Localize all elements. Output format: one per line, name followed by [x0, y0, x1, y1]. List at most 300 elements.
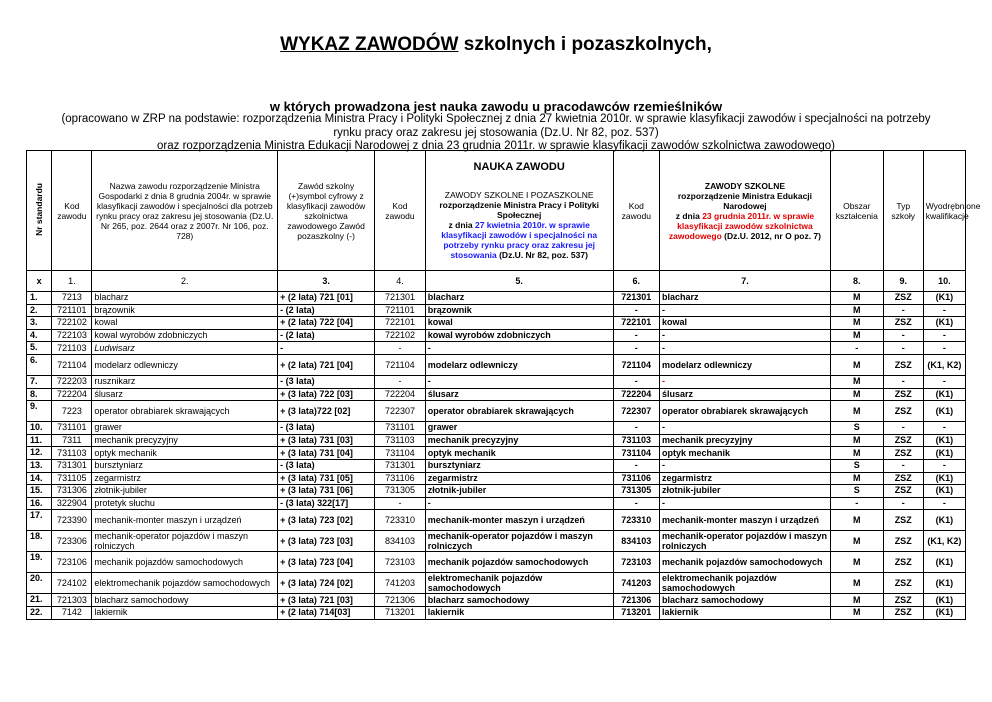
- cell-kod-zawodu-2: -: [375, 497, 426, 510]
- header-kod-zawodu-3: Kod zawodu: [613, 151, 659, 271]
- cell-kod-zawodu-3: -: [613, 304, 659, 317]
- cell-zawod-szp: blacharz samochodowy: [425, 594, 613, 607]
- cell-kod-zawodu-3: 722204: [613, 388, 659, 401]
- cell-zawod-szp: -: [425, 342, 613, 355]
- table-body: [27, 292, 966, 620]
- cell-nr: 12.: [27, 447, 52, 460]
- table-row: [27, 434, 966, 447]
- cell-kwalifikacje: -: [923, 304, 965, 317]
- cell-kwalifikacje: (K1): [923, 485, 965, 498]
- table-row: [27, 531, 966, 552]
- desc-line: rynku pracy oraz zakresu jej stosowania (Dz.U. Nr 82, poz. 537): [333, 126, 659, 139]
- cell-nr: 4.: [27, 329, 52, 342]
- table-row: [27, 510, 966, 531]
- cell-zawod-szkolny: + (3 lata)722 [02]: [278, 401, 375, 422]
- header-szp-c2: 27 kwietnia 2010r. w sprawie klasyfikacji zawodów i specjalności na potrzeby rynku pracy oraz zakresu jej stosowania: [441, 219, 598, 260]
- cell-kwalifikacje: -: [923, 375, 965, 388]
- cell-kod-zawodu: 731306: [52, 485, 92, 498]
- cell-typ-szkoly: ZSZ: [883, 594, 923, 607]
- cell-zawod-szkolny-men: -: [660, 459, 831, 472]
- cell-kwalifikacje: (K1): [923, 388, 965, 401]
- cell-zawod-szp: grawer: [425, 422, 613, 435]
- cell-zawod-szkolny: - (2 lata): [278, 329, 375, 342]
- header-typ-szkoly: Typ szkoły: [883, 151, 923, 271]
- col-num: 6.: [613, 271, 659, 292]
- cell-obszar: M: [830, 531, 883, 552]
- table-row: [27, 485, 966, 498]
- cell-kod-zawodu-2: 723310: [375, 510, 426, 531]
- cell-nazwa-zawodu: kowal: [92, 317, 278, 330]
- cell-obszar: M: [830, 434, 883, 447]
- cell-typ-szkoly: ZSZ: [883, 552, 923, 573]
- cell-kod-zawodu-3: 713201: [613, 606, 659, 619]
- table-row: [27, 317, 966, 330]
- cell-nr: 21.: [27, 594, 52, 607]
- header-obszar: Obszar kształcenia: [830, 151, 883, 271]
- cell-nazwa-zawodu: blacharz: [92, 292, 278, 305]
- desc-line: (opracowano w ZRP na podstawie: rozporządzenia Ministra Pracy i Polityki Społecznej z dnia 27 kwietnia 2010r. w sprawie klasyfikacji zawodów i specjalności na potrzeby: [61, 113, 931, 125]
- cell-nr: 5.: [27, 342, 52, 355]
- cell-kwalifikacje: -: [923, 329, 965, 342]
- cell-kod-zawodu-2: -: [375, 342, 426, 355]
- cell-nazwa-zawodu: zegarmistrz: [92, 472, 278, 485]
- cell-zawod-szkolny: - (3 lata): [278, 422, 375, 435]
- cell-kod-zawodu-2: 721306: [375, 594, 426, 607]
- cell-zawod-szp: mechanik pojazdów samochodowych: [425, 552, 613, 573]
- cell-nr: 16.: [27, 497, 52, 510]
- cell-nazwa-zawodu: optyk mechanik: [92, 447, 278, 460]
- cell-nazwa-zawodu: Ludwisarz: [92, 342, 278, 355]
- cell-kod-zawodu-2: 731106: [375, 472, 426, 485]
- column-number-row: [27, 271, 966, 292]
- cell-nazwa-zawodu: mechanik-monter maszyn i urządzeń: [92, 510, 278, 531]
- cell-kod-zawodu: 721101: [52, 304, 92, 317]
- col-num: 1.: [52, 271, 92, 292]
- header-zs-c3: (Dz.U. 2012, nr O poz. 7): [721, 230, 821, 241]
- table-row: [27, 573, 966, 594]
- cell-kod-zawodu: 722102: [52, 317, 92, 330]
- cell-nazwa-zawodu: protetyk słuchu: [92, 497, 278, 510]
- cell-kod-zawodu-3: -: [613, 497, 659, 510]
- col-num: 2.: [92, 271, 278, 292]
- cell-obszar: M: [830, 573, 883, 594]
- document-subtitle: w których prowadzona jest nauka zawodu u pracodawców rzemieślników: [269, 99, 723, 114]
- col-num: 8.: [830, 271, 883, 292]
- cell-kwalifikacje: (K1): [923, 317, 965, 330]
- cell-typ-szkoly: -: [883, 459, 923, 472]
- cell-zawod-szp: optyk mechanik: [425, 447, 613, 460]
- cell-typ-szkoly: ZSZ: [883, 388, 923, 401]
- cell-kwalifikacje: (K1): [923, 447, 965, 460]
- cell-zawod-szp: mechanik-operator pojazdów i maszyn rolniczych: [425, 531, 613, 552]
- cell-zawod-szkolny: + (3 lata) 731 [04]: [278, 447, 375, 460]
- table-row: [27, 292, 966, 305]
- cell-typ-szkoly: ZSZ: [883, 485, 923, 498]
- table-row: [27, 354, 966, 375]
- cell-nr: 7.: [27, 375, 52, 388]
- cell-zawod-szp: -: [425, 497, 613, 510]
- cell-kod-zawodu-3: 731106: [613, 472, 659, 485]
- cell-zawod-szp: bursztyniarz: [425, 459, 613, 472]
- col-num: x: [27, 271, 52, 292]
- cell-nazwa-zawodu: brązownik: [92, 304, 278, 317]
- cell-zawod-szkolny: + (3 lata) 731 [03]: [278, 434, 375, 447]
- cell-nazwa-zawodu: mechanik precyzyjny: [92, 434, 278, 447]
- cell-nazwa-zawodu: rusznikarz: [92, 375, 278, 388]
- cell-nr: 1.: [27, 292, 52, 305]
- cell-nazwa-zawodu: modelarz odlewniczy: [92, 354, 278, 375]
- header-zs-a: ZAWODY SZKOLNE: [704, 180, 786, 191]
- title-rest: szkolnych i pozaszkolnych,: [458, 34, 712, 55]
- cell-kwalifikacje: -: [923, 497, 965, 510]
- cell-zawod-szkolny: + (3 lata) 731 [05]: [278, 472, 375, 485]
- cell-kod-zawodu-2: 721101: [375, 304, 426, 317]
- header-szp-a: ZAWODY SZKOLNE I POZASZKOLNE: [444, 189, 594, 200]
- cell-nr: 11.: [27, 434, 52, 447]
- cell-zawod-szkolny-men: -: [660, 329, 831, 342]
- cell-kod-zawodu-3: -: [613, 422, 659, 435]
- cell-zawod-szkolny: + (2 lata) 721 [01]: [278, 292, 375, 305]
- cell-zawod-szp: ślusarz: [425, 388, 613, 401]
- cell-kod-zawodu-3: 723310: [613, 510, 659, 531]
- cell-typ-szkoly: ZSZ: [883, 472, 923, 485]
- header-zs-c1: z dnia: [675, 210, 703, 221]
- cell-kod-zawodu-2: 731305: [375, 485, 426, 498]
- cell-typ-szkoly: -: [883, 329, 923, 342]
- col-num: 7.: [660, 271, 831, 292]
- cell-kod-zawodu-2: 834103: [375, 531, 426, 552]
- cell-kwalifikacje: (K1, K2): [923, 354, 965, 375]
- header-wyodrebnione: Wyodrębnione kwalifikacje: [923, 151, 965, 271]
- cell-zawod-szkolny: + (3 lata) 722 [03]: [278, 388, 375, 401]
- desc-line: oraz rozporządzenia Ministra Edukacji Narodowej z dnia 23 grudnia 2011r. w sprawie klasyfikacji zawodów szkolnictwa zawodowego): [157, 140, 835, 152]
- cell-zawod-szkolny-men: ślusarz: [660, 388, 831, 401]
- cell-zawod-szp: elektromechanik pojazdów samochodowych: [425, 573, 613, 594]
- header-szp-c1: z dnia: [448, 219, 475, 230]
- cell-nazwa-zawodu: bursztyniarz: [92, 459, 278, 472]
- cell-kwalifikacje: (K1): [923, 594, 965, 607]
- cell-kod-zawodu: 723106: [52, 552, 92, 573]
- cell-kod-zawodu-3: -: [613, 459, 659, 472]
- cell-zawod-szkolny-men: mechanik pojazdów samochodowych: [660, 552, 831, 573]
- col-num: 10.: [923, 271, 965, 292]
- table-row: [27, 388, 966, 401]
- cell-nazwa-zawodu: ślusarz: [92, 388, 278, 401]
- cell-kod-zawodu: 7311: [52, 434, 92, 447]
- cell-kwalifikacje: -: [923, 459, 965, 472]
- cell-typ-szkoly: -: [883, 497, 923, 510]
- cell-typ-szkoly: ZSZ: [883, 434, 923, 447]
- cell-zawod-szkolny: + (2 lata) 721 [04]: [278, 354, 375, 375]
- table-row: [27, 497, 966, 510]
- cell-kod-zawodu: 724102: [52, 573, 92, 594]
- cell-zawod-szkolny-men: -: [660, 497, 831, 510]
- table-row: [27, 401, 966, 422]
- cell-zawod-szp: zegarmistrz: [425, 472, 613, 485]
- header-kod-zawodu-2: Kod zawodu: [375, 151, 426, 271]
- cell-kod-zawodu-2: 741203: [375, 573, 426, 594]
- cell-kwalifikacje: (K1): [923, 510, 965, 531]
- cell-nazwa-zawodu: grawer: [92, 422, 278, 435]
- cell-obszar: -: [830, 342, 883, 355]
- cell-kod-zawodu-2: 731103: [375, 434, 426, 447]
- cell-kod-zawodu-3: 722101: [613, 317, 659, 330]
- cell-zawod-szkolny: - (2 lata): [278, 304, 375, 317]
- cell-kod-zawodu: 731103: [52, 447, 92, 460]
- header-kod-zawodu: Kod zawodu: [52, 151, 92, 271]
- header-zawod-szkolny: Zawód szkolny (+)symbol cyfrowy z klasyfikacji zawodów szkolnictwa zawodowego Zawód pozaszkolny (-): [278, 151, 375, 271]
- cell-kod-zawodu: 721103: [52, 342, 92, 355]
- cell-kwalifikacje: -: [923, 422, 965, 435]
- cell-nr: 22.: [27, 606, 52, 619]
- header-zs-b: rozporządzenie Ministra Edukacji Narodowej: [677, 190, 813, 211]
- cell-zawod-szkolny-men: -: [660, 375, 831, 388]
- col-num: 4.: [375, 271, 426, 292]
- cell-nazwa-zawodu: złotnik-jubiler: [92, 485, 278, 498]
- cell-zawod-szkolny: - (3 lata) 322[17]: [278, 497, 375, 510]
- cell-zawod-szkolny-men: elektromechanik pojazdów samochodowych: [660, 573, 831, 594]
- cell-kod-zawodu-3: -: [613, 375, 659, 388]
- table-row: [27, 375, 966, 388]
- cell-zawod-szkolny: + (2 lata) 714[03]: [278, 606, 375, 619]
- cell-zawod-szp: kowal: [425, 317, 613, 330]
- table-row: [27, 472, 966, 485]
- cell-kod-zawodu: 731301: [52, 459, 92, 472]
- cell-zawod-szkolny-men: mechanik precyzyjny: [660, 434, 831, 447]
- cell-kod-zawodu-2: 722204: [375, 388, 426, 401]
- cell-zawod-szp: mechanik precyzyjny: [425, 434, 613, 447]
- table-row: [27, 447, 966, 460]
- header-zs-c2: 23 grudnia 2011r. w sprawie klasyfikacji zawodów szkolnictwa zawodowego: [668, 210, 815, 241]
- cell-zawod-szkolny-men: -: [660, 304, 831, 317]
- cell-obszar: M: [830, 329, 883, 342]
- cell-kwalifikacje: (K1, K2): [923, 531, 965, 552]
- cell-zawod-szkolny-men: blacharz samochodowy: [660, 594, 831, 607]
- cell-typ-szkoly: ZSZ: [883, 531, 923, 552]
- cell-kod-zawodu: 731101: [52, 422, 92, 435]
- cell-zawod-szkolny-men: blacharz: [660, 292, 831, 305]
- cell-nr: 6.: [27, 354, 52, 375]
- cell-nr: 20.: [27, 573, 52, 594]
- cell-obszar: S: [830, 422, 883, 435]
- cell-typ-szkoly: ZSZ: [883, 510, 923, 531]
- cell-nr: 19.: [27, 552, 52, 573]
- cell-nr: 3.: [27, 317, 52, 330]
- cell-kod-zawodu-2: 731301: [375, 459, 426, 472]
- cell-typ-szkoly: -: [883, 342, 923, 355]
- cell-kod-zawodu-3: 722307: [613, 401, 659, 422]
- cell-zawod-szp: blacharz: [425, 292, 613, 305]
- cell-typ-szkoly: ZSZ: [883, 573, 923, 594]
- table-row: [27, 329, 966, 342]
- cell-nr: 8.: [27, 388, 52, 401]
- cell-obszar: S: [830, 485, 883, 498]
- cell-zawod-szkolny-men: kowal: [660, 317, 831, 330]
- table-row: [27, 422, 966, 435]
- col-num: 5.: [425, 271, 613, 292]
- cell-typ-szkoly: ZSZ: [883, 354, 923, 375]
- cell-kod-zawodu-2: 731101: [375, 422, 426, 435]
- cell-typ-szkoly: -: [883, 304, 923, 317]
- cell-obszar: M: [830, 552, 883, 573]
- cell-kod-zawodu-2: 723103: [375, 552, 426, 573]
- header-zawody-szkolne: [660, 151, 831, 271]
- cell-obszar: -: [830, 497, 883, 510]
- cell-kod-zawodu-3: 721301: [613, 292, 659, 305]
- cell-zawod-szkolny-men: zegarmistrz: [660, 472, 831, 485]
- cell-typ-szkoly: ZSZ: [883, 447, 923, 460]
- cell-obszar: M: [830, 510, 883, 531]
- cell-nr: 9.: [27, 401, 52, 422]
- cell-zawod-szkolny-men: optyk mechanik: [660, 447, 831, 460]
- cell-obszar: M: [830, 606, 883, 619]
- cell-typ-szkoly: ZSZ: [883, 606, 923, 619]
- table-row: [27, 606, 966, 619]
- table-row: [27, 459, 966, 472]
- cell-zawod-szkolny: + (3 lata) 724 [02]: [278, 573, 375, 594]
- cell-zawod-szkolny-men: operator obrabiarek skrawających: [660, 401, 831, 422]
- cell-nazwa-zawodu: lakiernik: [92, 606, 278, 619]
- cell-nr: 15.: [27, 485, 52, 498]
- header-nazwa-zawodu: Nazwa zawodu rozporządzenie Ministra Gospodarki z dnia 8 grudnia 2004r. w sprawie klasyfikacji zawodów i specjalności dla potrzeb rynku pracy oraz zakresu jej stosowania (Dz.U. Nr 265, poz. 2644 oraz z 2007r. Nr 106, poz. 728): [92, 151, 278, 271]
- cell-nazwa-zawodu: mechanik pojazdów samochodowych: [92, 552, 278, 573]
- table-row: [27, 342, 966, 355]
- cell-obszar: M: [830, 375, 883, 388]
- cell-zawod-szkolny-men: mechanik-monter maszyn i urządzeń: [660, 510, 831, 531]
- cell-typ-szkoly: -: [883, 422, 923, 435]
- cell-kod-zawodu-3: -: [613, 329, 659, 342]
- cell-zawod-szp: mechanik-monter maszyn i urządzeń: [425, 510, 613, 531]
- cell-kod-zawodu: 721104: [52, 354, 92, 375]
- cell-kod-zawodu: 723306: [52, 531, 92, 552]
- cell-obszar: S: [830, 459, 883, 472]
- cell-kod-zawodu-2: 721301: [375, 292, 426, 305]
- cell-kod-zawodu: 722103: [52, 329, 92, 342]
- cell-kod-zawodu: 731105: [52, 472, 92, 485]
- cell-kod-zawodu-3: -: [613, 342, 659, 355]
- cell-zawod-szkolny: + (3 lata) 723 [02]: [278, 510, 375, 531]
- cell-obszar: M: [830, 401, 883, 422]
- cell-typ-szkoly: ZSZ: [883, 292, 923, 305]
- cell-kwalifikacje: (K1): [923, 401, 965, 422]
- cell-nr: 10.: [27, 422, 52, 435]
- cell-zawod-szp: brązownik: [425, 304, 613, 317]
- cell-obszar: M: [830, 354, 883, 375]
- cell-nazwa-zawodu: blacharz samochodowy: [92, 594, 278, 607]
- title-underlined: WYKAZ ZAWODÓW: [280, 34, 459, 55]
- cell-kod-zawodu-2: 731104: [375, 447, 426, 460]
- cell-zawod-szkolny: - (3 lata): [278, 375, 375, 388]
- cell-kod-zawodu-2: 713201: [375, 606, 426, 619]
- cell-zawod-szkolny: + (3 lata) 721 [03]: [278, 594, 375, 607]
- header-szp-c3: (Dz.U. Nr 82, poz. 537): [496, 249, 588, 260]
- cell-kod-zawodu: 722203: [52, 375, 92, 388]
- header-nr: Nr standardu: [27, 151, 52, 271]
- cell-kod-zawodu-3: 731305: [613, 485, 659, 498]
- cell-zawod-szp: kowal wyrobów zdobniczych: [425, 329, 613, 342]
- cell-kod-zawodu-2: 722307: [375, 401, 426, 422]
- cell-obszar: M: [830, 292, 883, 305]
- cell-kod-zawodu: 7142: [52, 606, 92, 619]
- cell-kod-zawodu-2: 721104: [375, 354, 426, 375]
- cell-zawod-szp: modelarz odlewniczy: [425, 354, 613, 375]
- cell-kod-zawodu: 721303: [52, 594, 92, 607]
- cell-obszar: M: [830, 594, 883, 607]
- header-szp-b: rozporządzenie Ministra Pracy i Polityki Społecznej: [439, 199, 600, 220]
- cell-zawod-szkolny: -: [278, 342, 375, 355]
- cell-obszar: M: [830, 388, 883, 401]
- cell-zawod-szkolny: + (2 lata) 722 [04]: [278, 317, 375, 330]
- cell-kod-zawodu-3: 723103: [613, 552, 659, 573]
- cell-obszar: M: [830, 317, 883, 330]
- header-zawody-szkolne-pozaszkolne: [425, 151, 613, 271]
- cell-nr: 17.: [27, 510, 52, 531]
- cell-nazwa-zawodu: elektromechanik pojazdów samochodowych: [92, 573, 278, 594]
- cell-nazwa-zawodu: operator obrabiarek skrawających: [92, 401, 278, 422]
- cell-kod-zawodu: 322904: [52, 497, 92, 510]
- cell-obszar: M: [830, 472, 883, 485]
- table-row: [27, 304, 966, 317]
- cell-zawod-szkolny: - (3 lata): [278, 459, 375, 472]
- table-row: [27, 552, 966, 573]
- cell-kwalifikacje: (K1): [923, 292, 965, 305]
- cell-kwalifikacje: -: [923, 342, 965, 355]
- cell-zawod-szkolny: + (3 lata) 723 [03]: [278, 531, 375, 552]
- cell-kod-zawodu: 7223: [52, 401, 92, 422]
- header-row: [27, 151, 966, 271]
- cell-zawod-szkolny: + (3 lata) 731 [06]: [278, 485, 375, 498]
- cell-zawod-szkolny-men: lakiernik: [660, 606, 831, 619]
- cell-obszar: M: [830, 304, 883, 317]
- cell-kod-zawodu-3: 721104: [613, 354, 659, 375]
- cell-kod-zawodu-3: 731104: [613, 447, 659, 460]
- cell-obszar: M: [830, 447, 883, 460]
- cell-typ-szkoly: -: [883, 375, 923, 388]
- col-num: 9.: [883, 271, 923, 292]
- cell-zawod-szkolny-men: -: [660, 422, 831, 435]
- cell-kod-zawodu: 723390: [52, 510, 92, 531]
- cell-kod-zawodu-3: 834103: [613, 531, 659, 552]
- cell-kwalifikacje: (K1): [923, 434, 965, 447]
- cell-kwalifikacje: (K1): [923, 606, 965, 619]
- professions-table: [26, 150, 981, 620]
- cell-typ-szkoly: ZSZ: [883, 317, 923, 330]
- cell-kod-zawodu-3: 731103: [613, 434, 659, 447]
- cell-nr: 2.: [27, 304, 52, 317]
- cell-zawod-szkolny-men: -: [660, 342, 831, 355]
- cell-zawod-szp: złotnik-jubiler: [425, 485, 613, 498]
- table-row: [27, 594, 966, 607]
- cell-zawod-szp: lakiernik: [425, 606, 613, 619]
- header-nauka-zawodu: NAUKA ZAWODU: [473, 160, 565, 173]
- cell-kwalifikacje: (K1): [923, 552, 965, 573]
- cell-nr: 13.: [27, 459, 52, 472]
- cell-nr: 18.: [27, 531, 52, 552]
- cell-kod-zawodu: 722204: [52, 388, 92, 401]
- cell-typ-szkoly: ZSZ: [883, 401, 923, 422]
- cell-nr: 14.: [27, 472, 52, 485]
- cell-kod-zawodu: 7213: [52, 292, 92, 305]
- document-description: [30, 113, 962, 154]
- cell-zawod-szp: operator obrabiarek skrawających: [425, 401, 613, 422]
- cell-kwalifikacje: (K1): [923, 573, 965, 594]
- cell-nazwa-zawodu: kowal wyrobów zdobniczych: [92, 329, 278, 342]
- cell-nazwa-zawodu: mechanik-operator pojazdów i maszyn rolniczych: [92, 531, 278, 552]
- col-num: 3.: [278, 271, 375, 292]
- cell-zawod-szkolny: + (3 lata) 723 [04]: [278, 552, 375, 573]
- cell-kod-zawodu-2: 722101: [375, 317, 426, 330]
- cell-kod-zawodu-3: 741203: [613, 573, 659, 594]
